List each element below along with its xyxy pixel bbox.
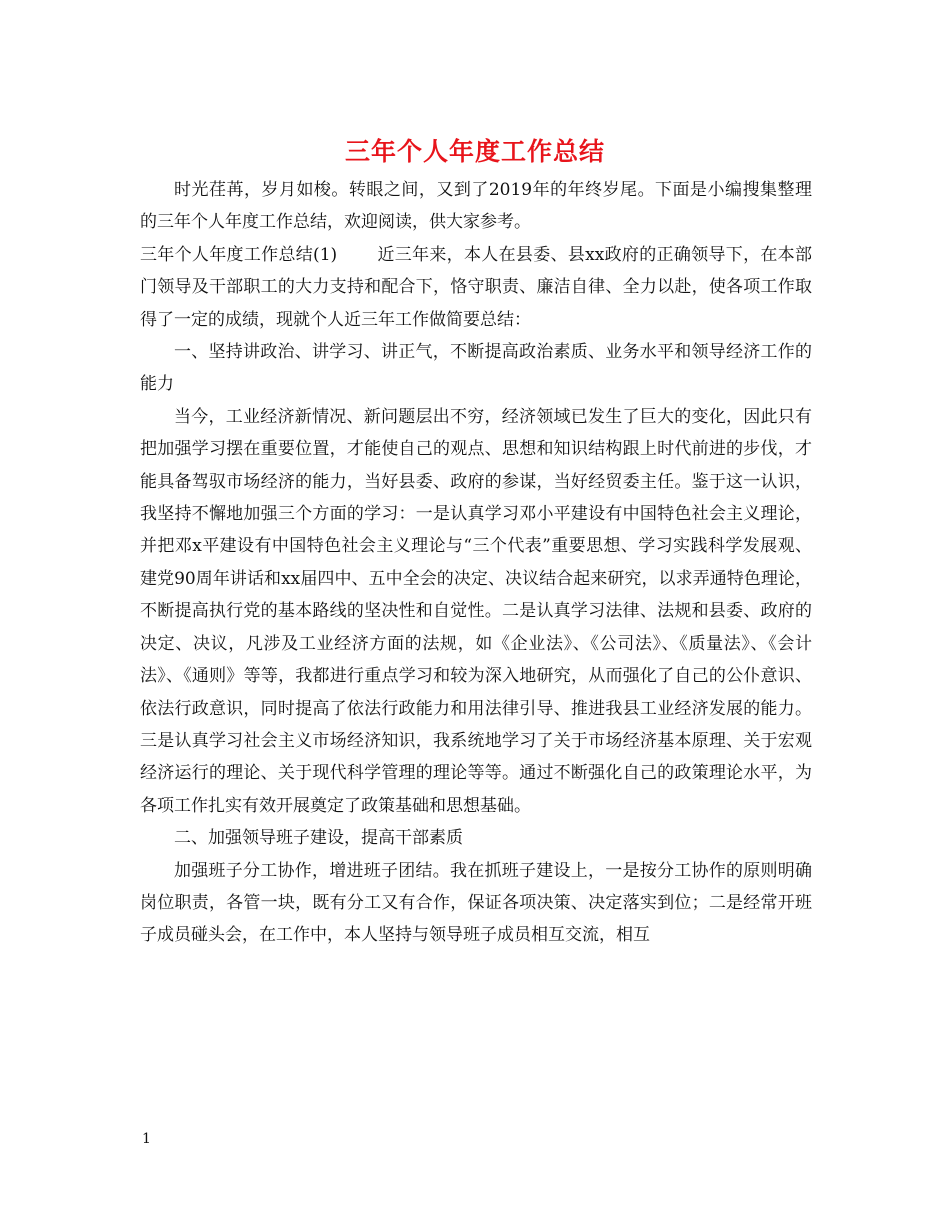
section1-label: 三年个人年度工作总结(1) — [140, 244, 338, 265]
section1-lead: 近三年来，本人在县委、县xx政府的正确领导下，在本部门领导及干部职工的大力支持和配合下，恪守职责、廉洁自律、全力以赴，使各项工作取得了一定的成绩，现就个人近三年工作做简要总结： — [140, 244, 812, 330]
paragraph-2: 加强班子分工协作，增进班子团结。我在抓班子建设上，一是按分工协作的原则明确岗位职责，各管一块，既有分工又有合作，保证各项决策、决定落实到位；二是经常开班子成员碰头会，在工作中，本人坚持与领导班子成员相互交流，相互 — [140, 860, 812, 946]
heading-2: 二、加强领导班子建设，提高干部素质 — [174, 828, 463, 849]
heading-1: 一、坚持讲政治、讲学习、讲正气，不断提高政治素质、业务水平和领导经济工作的能力 — [140, 342, 812, 395]
document-title: 三年个人年度工作总结 — [344, 137, 605, 166]
document-body — [140, 174, 812, 952]
page-number: 1 — [142, 1131, 151, 1147]
paragraph-1: 当今，工业经济新情况、新问题层出不穷，经济领域已发生了巨大的变化，因此只有把加强学习摆在重要位置，才能使自己的观点、思想和知识结构跟上时代前进的步伐，才能具备驾驭市场经济的能力，当好县委、政府的参谋，当好经贸委主任。鉴于这一认识，我坚持不懈地加强三个方面的学习：一是认真学习邓小平建设有中国特色社会主义理论，并把邓x平建设有中国特色社会主义理论与“三个代表”重要思想、学习实践科学发展观、建党90周年讲话和xx届四中、五中全会的决定、决议结合起来研究，以求弄通特色理论，不断提高执行党的基本路线的坚决性和自觉性。二是认真学习法律、法规和县委、政府的决定、决议，凡涉及工业经济方面的法规，如《企业法》、《公司法》、《质量法》、《会计法》、《通则》等等，我都进行重点学习和较为深入地研究，从而强化了自己的公仆意识、依法行政意识，同时提高了依法行政能力和用法律引导、推进我县工业经济发展的能力。三是认真学习社会主义市场经济知识，我系统地学习了关于市场经济基本原理、关于宏观经济运行的理论、关于现代科学管理的理论等等。通过不断强化自己的政策理论水平，为各项工作扎实有效开展奠定了政策基础和思想基础。 — [140, 406, 812, 816]
section1-paragraph — [140, 239, 812, 336]
intro-paragraph: 时光荏苒，岁月如梭。转眼之间，又到了2019年的年终岁尾。下面是小编搜集整理的三年个人年度工作总结，欢迎阅读，供大家参考。 — [140, 180, 812, 233]
